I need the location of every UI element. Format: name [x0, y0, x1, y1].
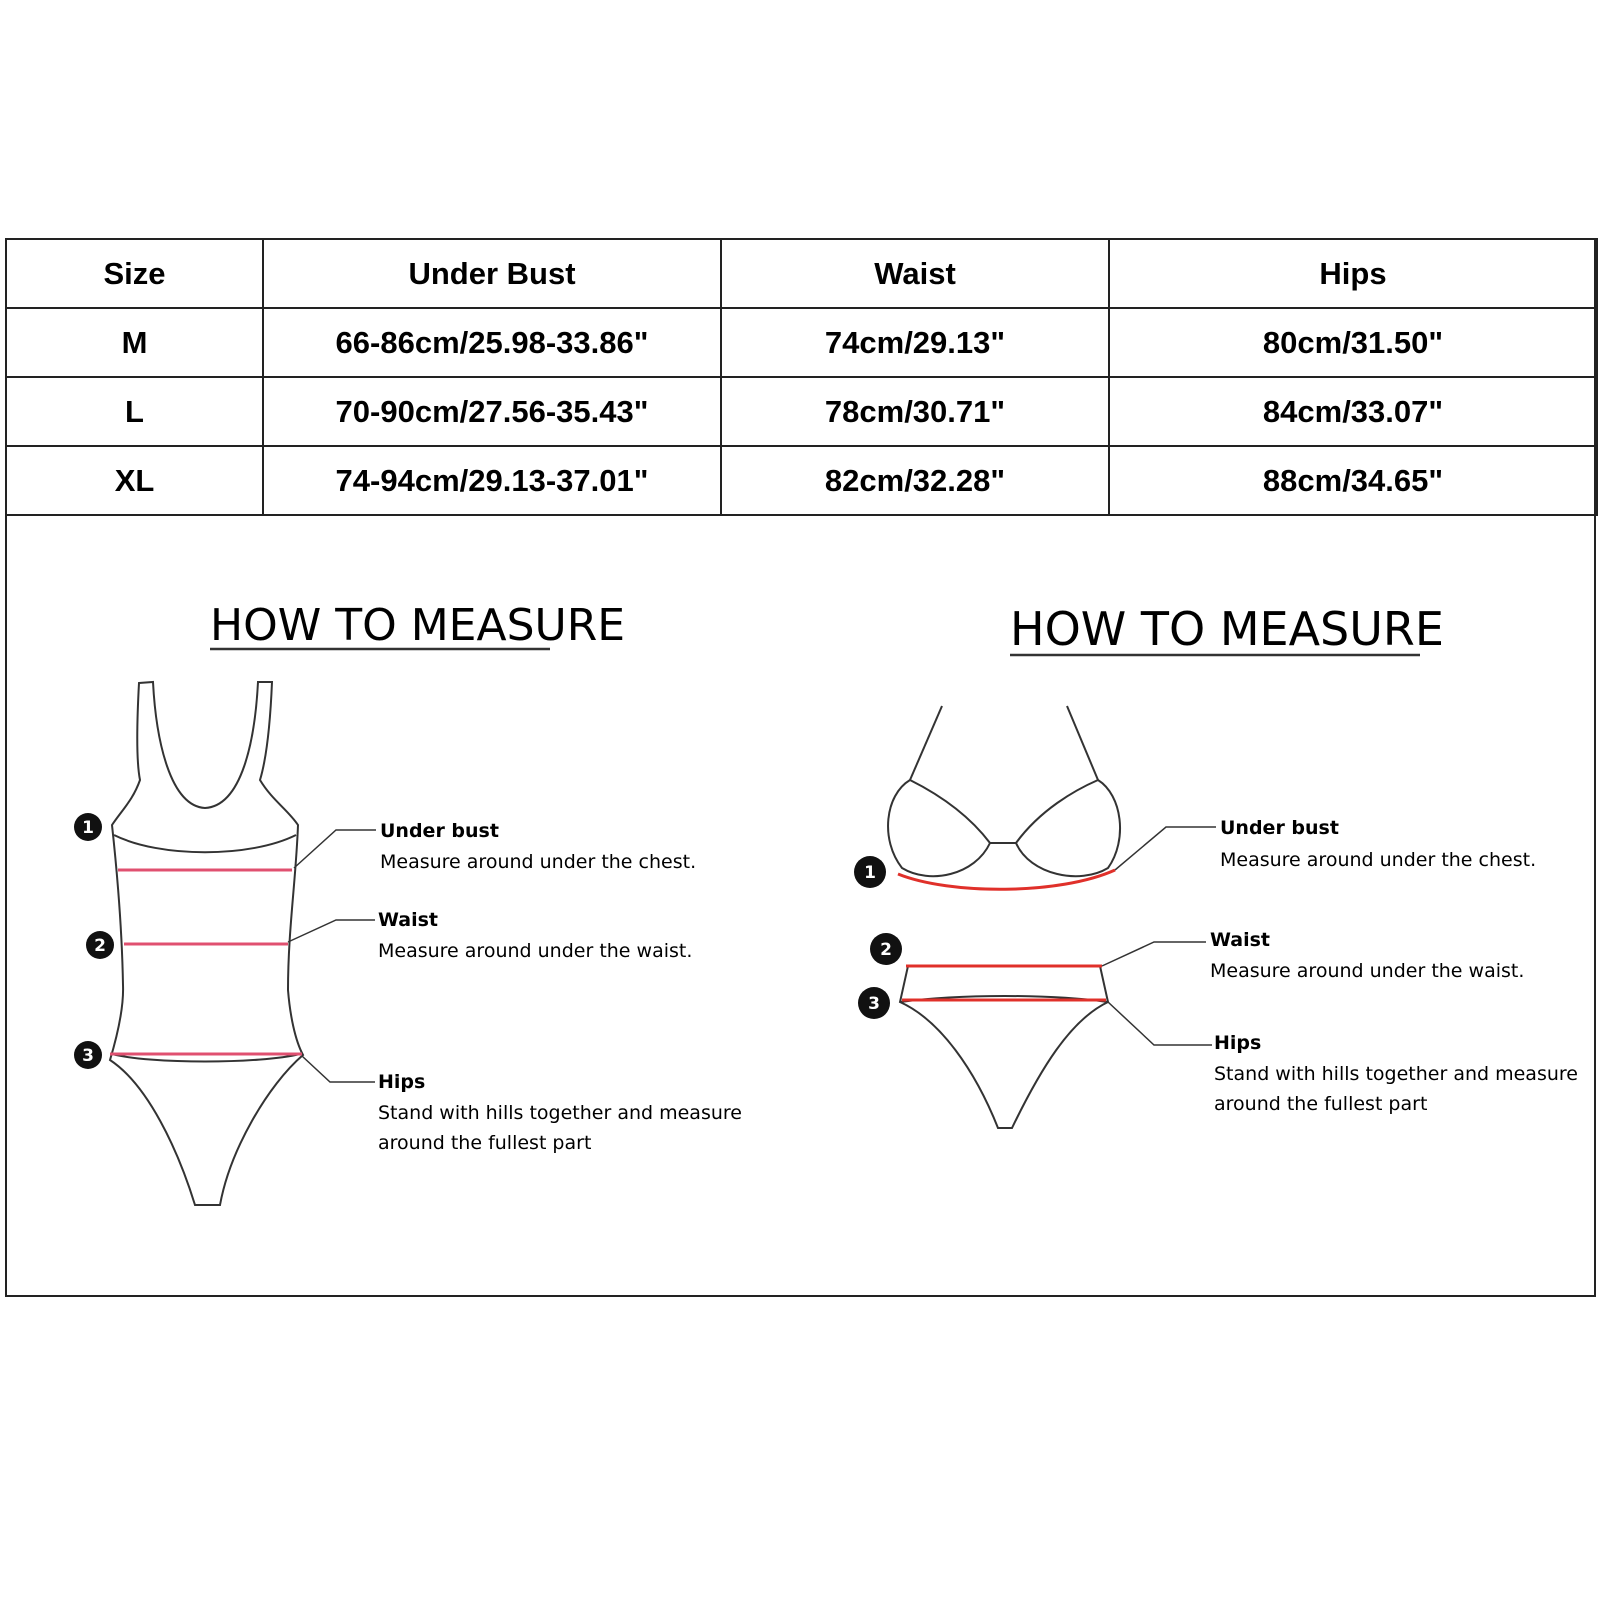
header-size: Size	[6, 239, 263, 308]
bikini-underbust-line	[898, 870, 1115, 889]
waist-cell: 74cm/29.13"	[721, 308, 1109, 377]
under-bust-cell: 66-86cm/25.98-33.86"	[263, 308, 721, 377]
hips-cell: 88cm/34.65"	[1109, 446, 1597, 515]
waist-cell: 78cm/30.71"	[721, 377, 1109, 446]
step-1-label: Under bust	[380, 820, 499, 842]
svg-text:3: 3	[868, 994, 880, 1014]
guide-bikini	[854, 602, 1578, 1128]
header-waist: Waist	[721, 239, 1109, 308]
under-bust-cell: 70-90cm/27.56-35.43"	[263, 377, 721, 446]
under-bust-cell: 74-94cm/29.13-37.01"	[263, 446, 721, 515]
swimsuit-measure-lines	[110, 870, 302, 1054]
size-cell: XL	[6, 446, 263, 515]
svg-text:3: 3	[82, 1046, 94, 1066]
header-under-bust: Under Bust	[263, 239, 721, 308]
step-3-desc-line2: around the fullest part	[378, 1132, 592, 1154]
hips-cell: 80cm/31.50"	[1109, 308, 1597, 377]
step-1-desc: Measure around under the chest.	[380, 851, 697, 873]
step-badge-2	[86, 931, 114, 959]
step-badge-3	[858, 987, 890, 1019]
guide-title: HOW TO MEASURE	[210, 600, 626, 651]
svg-text:1: 1	[82, 818, 94, 838]
step-badge-1	[74, 813, 102, 841]
step-1-desc: Measure around under the chest.	[1220, 849, 1537, 871]
step-2-label: Waist	[1210, 929, 1271, 951]
step-3-label: Hips	[378, 1071, 426, 1093]
bikini-bottom-outline-icon	[900, 966, 1108, 1128]
step-badge-3	[74, 1041, 102, 1069]
header-hips: Hips	[1109, 239, 1597, 308]
step-1-label: Under bust	[1220, 817, 1339, 839]
svg-text:2: 2	[880, 940, 892, 960]
svg-text:1: 1	[864, 863, 876, 883]
bikini-measure-lines	[902, 966, 1106, 1000]
step-2-desc: Measure around under the waist.	[1210, 960, 1525, 982]
swimsuit-leader-lines	[288, 830, 376, 1082]
bikini-top-outline-icon	[888, 706, 1120, 876]
guide-one-piece	[74, 600, 742, 1205]
step-badge-2	[870, 933, 902, 965]
step-3-desc-line1: Stand with hills together and measure	[378, 1102, 742, 1124]
step-3-label: Hips	[1214, 1032, 1262, 1054]
step-3-desc-line2: around the fullest part	[1214, 1093, 1428, 1115]
hips-cell: 84cm/33.07"	[1109, 377, 1597, 446]
guide-title: HOW TO MEASURE	[1010, 602, 1444, 656]
step-2-desc: Measure around under the waist.	[378, 940, 693, 962]
size-cell: M	[6, 308, 263, 377]
step-badge-1	[854, 856, 886, 888]
step-3-desc-line1: Stand with hills together and measure	[1214, 1063, 1578, 1085]
svg-text:2: 2	[94, 936, 106, 956]
step-2-label: Waist	[378, 909, 439, 931]
waist-cell: 82cm/32.28"	[721, 446, 1109, 515]
bikini-leader-lines	[1102, 827, 1216, 1045]
size-cell: L	[6, 377, 263, 446]
